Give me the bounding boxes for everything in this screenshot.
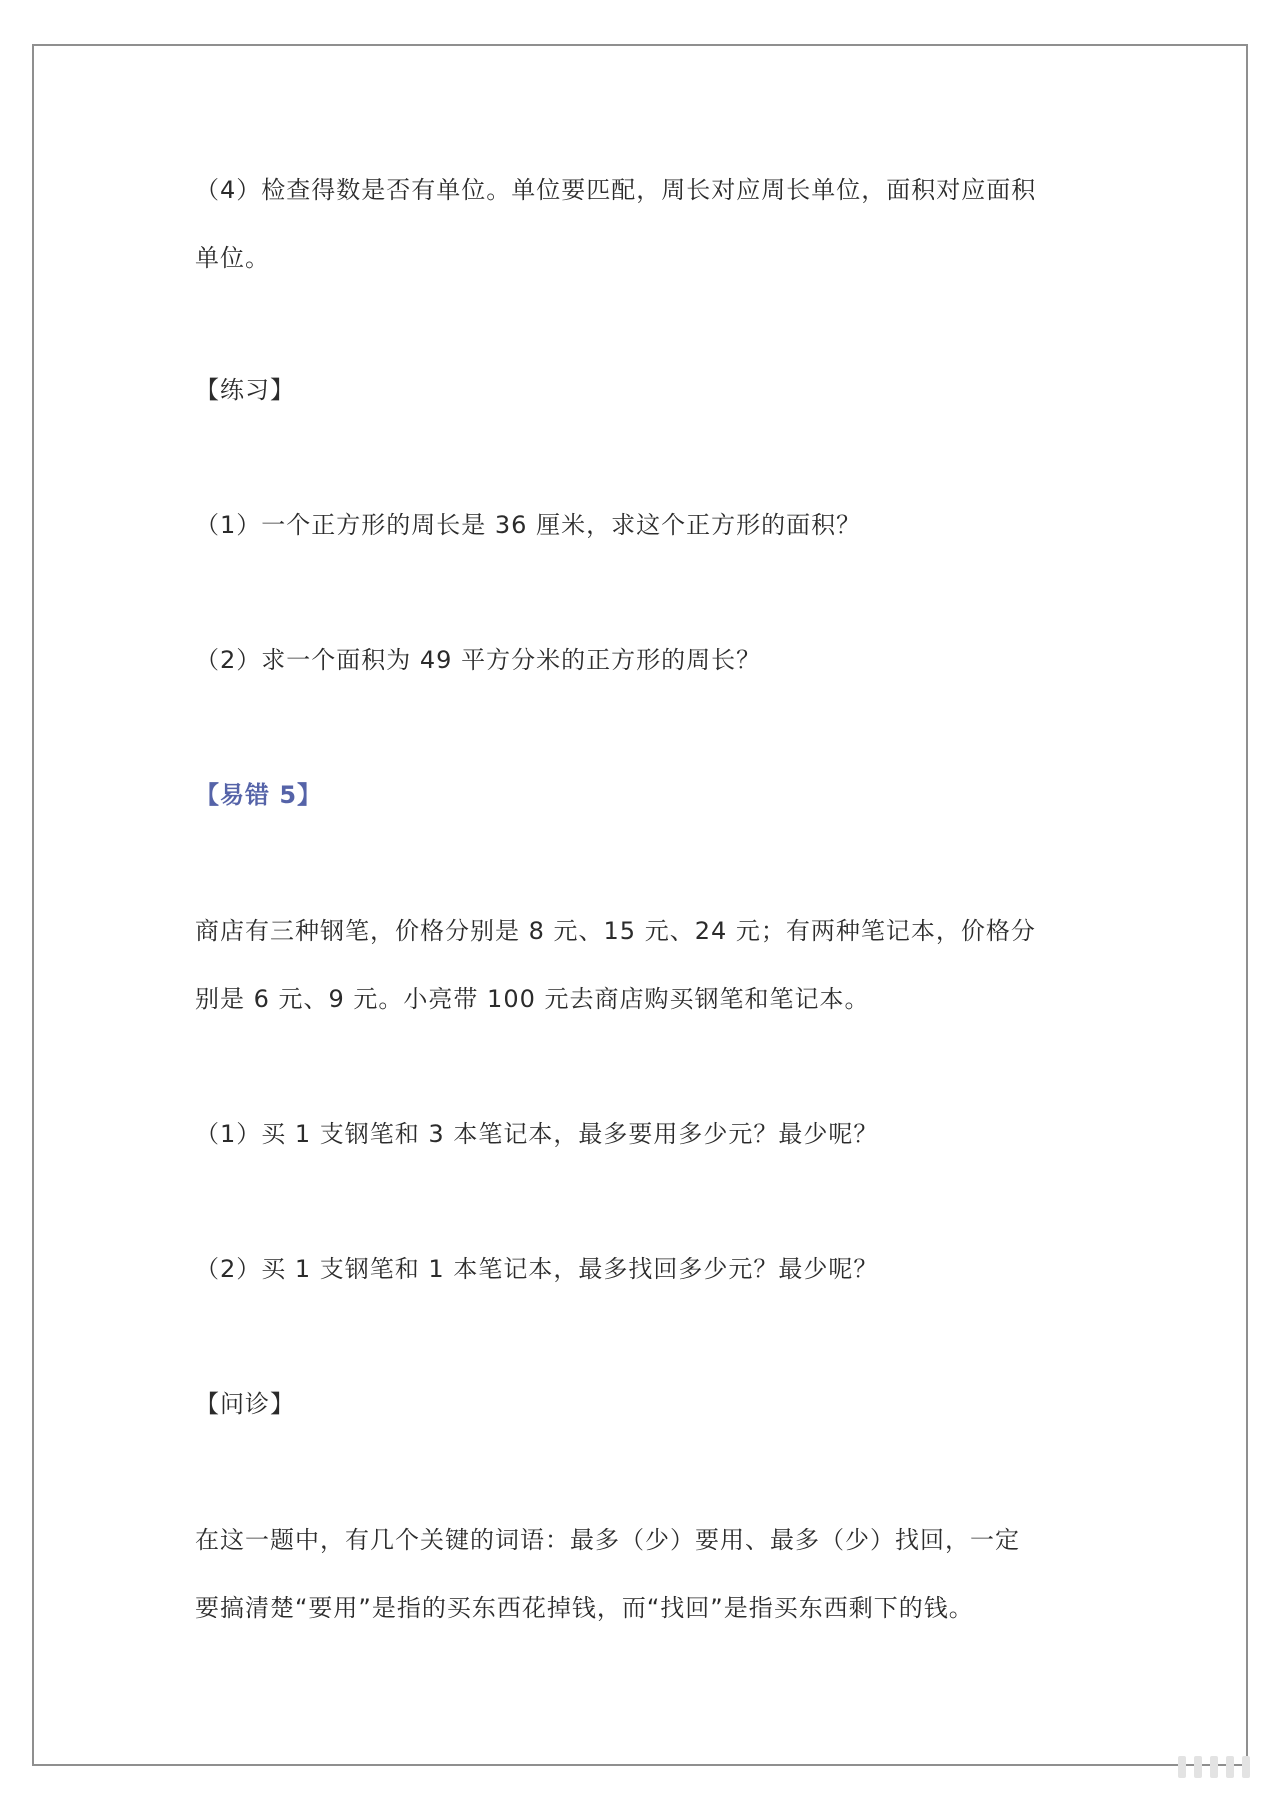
watermark-marks bbox=[1020, 1752, 1250, 1782]
heading-diagnosis: 【问诊】 bbox=[195, 1390, 295, 1418]
watermark-mark bbox=[1242, 1756, 1250, 1778]
paragraph-check-units-line2: 单位。 bbox=[195, 244, 270, 272]
practice-question-2: （2）求一个面积为 49 平方分米的正方形的周长？ bbox=[195, 646, 762, 674]
watermark-mark bbox=[1226, 1756, 1234, 1778]
problem-statement-line1: 商店有三种钢笔，价格分别是 8 元、15 元、24 元；有两种笔记本，价格分 bbox=[195, 917, 1036, 945]
problem-question-1: （1）买 1 支钢笔和 3 本笔记本，最多要用多少元？最少呢？ bbox=[195, 1120, 879, 1148]
diagnosis-paragraph-line1: 在这一题中，有几个关键的词语：最多（少）要用、最多（少）找回，一定 bbox=[195, 1526, 1020, 1554]
paragraph-check-units-line1: （4）检查得数是否有单位。单位要匹配，周长对应周长单位，面积对应面积 bbox=[195, 176, 1037, 204]
problem-statement-line2: 别是 6 元、9 元。小亮带 100 元去商店购买钢笔和笔记本。 bbox=[195, 985, 870, 1013]
watermark-mark bbox=[1210, 1756, 1218, 1778]
heading-practice: 【练习】 bbox=[195, 376, 295, 404]
practice-question-1: （1）一个正方形的周长是 36 厘米，求这个正方形的面积？ bbox=[195, 511, 862, 539]
watermark-mark bbox=[1194, 1756, 1202, 1778]
watermark-mark bbox=[1178, 1756, 1186, 1778]
heading-error-prone-5: 【易错 5】 bbox=[195, 781, 323, 809]
diagnosis-paragraph-line2: 要搞清楚“要用”是指的买东西花掉钱，而“找回”是指买东西剩下的钱。 bbox=[195, 1594, 974, 1622]
problem-question-2: （2）买 1 支钢笔和 1 本笔记本，最多找回多少元？最少呢？ bbox=[195, 1255, 879, 1283]
